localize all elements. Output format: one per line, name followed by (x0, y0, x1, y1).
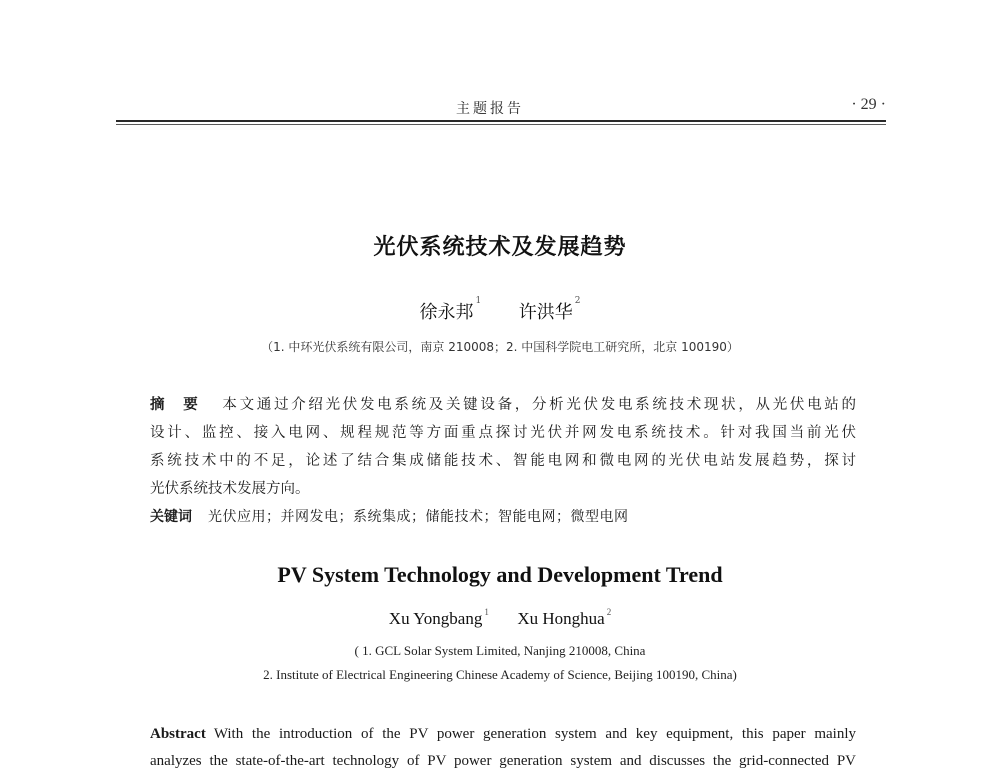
english-authors (0, 609, 1000, 629)
author-name: 许洪华 (518, 302, 573, 323)
abstract-line: 设计、监控、接入电网、规程规范等方面重点探讨光伏并网发电系统技术。针对我国当前光伏 (150, 425, 856, 441)
abstract-line: 摘要 本文通过介绍光伏发电系统及关键设备，分析光伏发电系统技术现状，从光伏电站的 (150, 397, 857, 413)
chinese-keywords (150, 503, 856, 531)
chinese-title: 光伏系统技术及发展趋势 (373, 235, 627, 260)
abstract-line: analyzes the state-of-the-art technology of PV power generation system and discusses the grid-connected PV (150, 753, 856, 769)
chinese-abstract (150, 391, 856, 503)
english-affiliation-1: ( 1. GCL Solar System Limited, Nanjing 210008, China (354, 643, 646, 658)
section-label: 主题报告 (456, 101, 524, 117)
author-affiliation-mark: 1 (475, 296, 482, 306)
abstract-line: Abstract With the introduction of the PV power generation system and key equipment, this paper mainly (150, 726, 856, 742)
abstract-line: 系统技术中的不足，论述了结合集成储能技术、智能电网和微电网的光伏电站发展趋势，探讨 (150, 453, 856, 469)
author-affiliation-mark: 2 (606, 607, 612, 617)
header-rule-thick (116, 120, 886, 122)
chinese-affiliations: （1. 中环光伏系统有限公司，南京 210008；2. 中国科学院电工研究所，北京 100190） (261, 340, 739, 354)
header-rule-thin (116, 124, 886, 125)
author-affiliation-mark: 2 (574, 296, 581, 306)
abstract-line: 光伏系统技术发展方向。 (150, 481, 310, 497)
english-title: PV System Technology and Development Trend (277, 562, 723, 587)
keywords-text: 光伏应用；并网发电；系统集成；储能技术；智能电网；微型电网 (208, 509, 629, 525)
english-affiliation-2: 2. Institute of Electrical Engineering Chinese Academy of Science, Beijing 100190, China) (263, 667, 737, 682)
author-name: Xu Honghua (517, 609, 605, 628)
abstract-label: 摘要 (150, 397, 217, 413)
author-name: 徐永邦 (419, 302, 474, 323)
chinese-authors (0, 298, 1000, 324)
english-abstract (150, 721, 856, 775)
abstract-label: Abstract (150, 726, 206, 742)
running-header (116, 96, 886, 118)
keywords-label: 关键词 (150, 509, 192, 525)
author-affiliation-mark: 1 (484, 607, 489, 617)
page-number: · 29 · (851, 96, 886, 113)
author-name: Xu Yongbang (388, 609, 483, 628)
